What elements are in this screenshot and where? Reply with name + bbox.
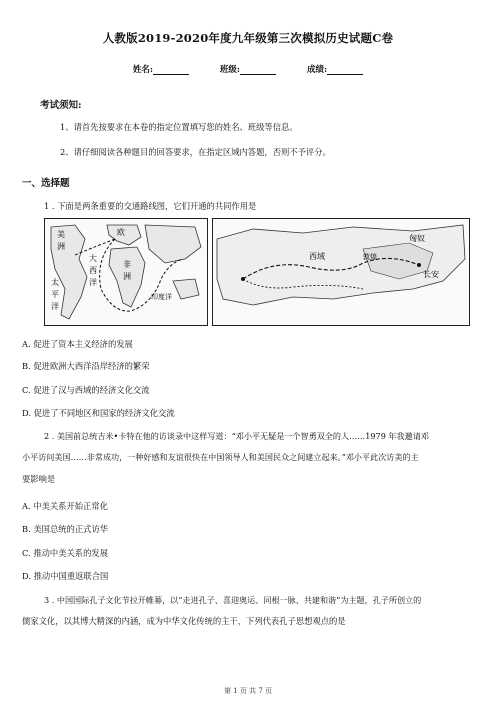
route-maps-figure (44, 218, 468, 324)
svg-text:西域: 西域 (309, 252, 325, 261)
student-info-row (0, 63, 496, 75)
page-title: 人教版2019-2020年度九年级第三次模拟历史试题C卷 (102, 31, 394, 45)
question-2-stem-line-1: 2 . 美国前总统吉米•卡特在他的访谈录中这样写道：“邓小平无疑是一个智勇双全的人……1979 年我邀请邓 (44, 431, 429, 441)
page-footer: 第 1 页 共 7 页 (223, 687, 273, 695)
q1-option-d[interactable]: D. 促进了不同地区和国家的经济文化交流 (22, 408, 175, 418)
svg-text:大: 大 (89, 254, 97, 263)
svg-text:平: 平 (51, 290, 59, 299)
q2-option-c[interactable]: C. 推动中美关系的发展 (22, 548, 108, 558)
question-2-stem-line-3: 要影响是 (22, 474, 56, 484)
svg-text:长安: 长安 (423, 270, 439, 279)
question-2-stem-line-2: 小平访问美国……非常成功，一种好感和友谊很快在中国领导人和美国民众之间建立起来。”邓小平此次访美的主 (22, 452, 419, 462)
notice-item-1: 1、请首先按要求在本卷的指定位置填写您的姓名、班级等信息。 (60, 122, 298, 132)
svg-text:非: 非 (123, 260, 131, 269)
map-new-sea-route (44, 218, 208, 326)
q2-option-b[interactable]: B. 美国总统的正式访华 (22, 524, 109, 534)
silk-road-map (213, 219, 469, 325)
q1-option-b[interactable]: B. 促进欧洲大西洋沿岸经济的繁荣 (22, 361, 150, 371)
class-blank[interactable] (240, 65, 276, 75)
svg-text:敦煌: 敦煌 (363, 253, 377, 261)
question-1-stem: 1 . 下面是两条重要的交通路线图，它们开通的共同作用是 (44, 201, 257, 211)
svg-text:太: 太 (51, 278, 59, 287)
svg-text:洲: 洲 (57, 242, 65, 251)
q1-option-c[interactable]: C. 促进了汉与西域的经济文化交流 (22, 385, 150, 395)
svg-text:欧: 欧 (117, 228, 125, 237)
svg-text:洋: 洋 (89, 278, 97, 287)
map-silk-road (212, 218, 470, 326)
svg-text:印度洋: 印度洋 (151, 293, 172, 301)
section-heading: 一、选择题 (22, 178, 70, 189)
name-blank[interactable] (153, 65, 189, 75)
svg-text:洲: 洲 (123, 272, 131, 281)
question-3-stem-line-2: 儒家文化，以其博大精深的内涵，成为中华文化传统的主干，下列代表孔子思想观点的是 (22, 616, 346, 626)
q2-option-a[interactable]: A. 中美关系开始正常化 (22, 501, 108, 511)
svg-text:美: 美 (57, 230, 65, 239)
score-field[interactable]: 成绩: (307, 63, 363, 75)
q1-option-a[interactable]: A. 促进了资本主义经济的发展 (22, 339, 133, 349)
name-field[interactable]: 姓名: (133, 63, 189, 75)
notice-item-2: 2、请仔细阅读各种题目的回答要求，在指定区域内答题，否则不予评分。 (60, 147, 331, 157)
world-route-map (45, 219, 207, 325)
q2-option-d[interactable]: D. 推动中国重返联合国 (22, 571, 109, 581)
question-3-stem-line-1: 3 . 中国国际孔子文化节拉开帷幕，以“走进孔子、喜迎奥运、同根一脉、共建和谐”为主题，孔子所创立的 (44, 595, 422, 605)
svg-text:西: 西 (89, 266, 97, 275)
class-field[interactable]: 班级: (220, 63, 276, 75)
svg-text:匈奴: 匈奴 (409, 234, 425, 243)
score-blank[interactable] (327, 65, 363, 75)
notice-heading: 考试须知: (40, 100, 82, 111)
svg-text:洋: 洋 (51, 302, 59, 311)
